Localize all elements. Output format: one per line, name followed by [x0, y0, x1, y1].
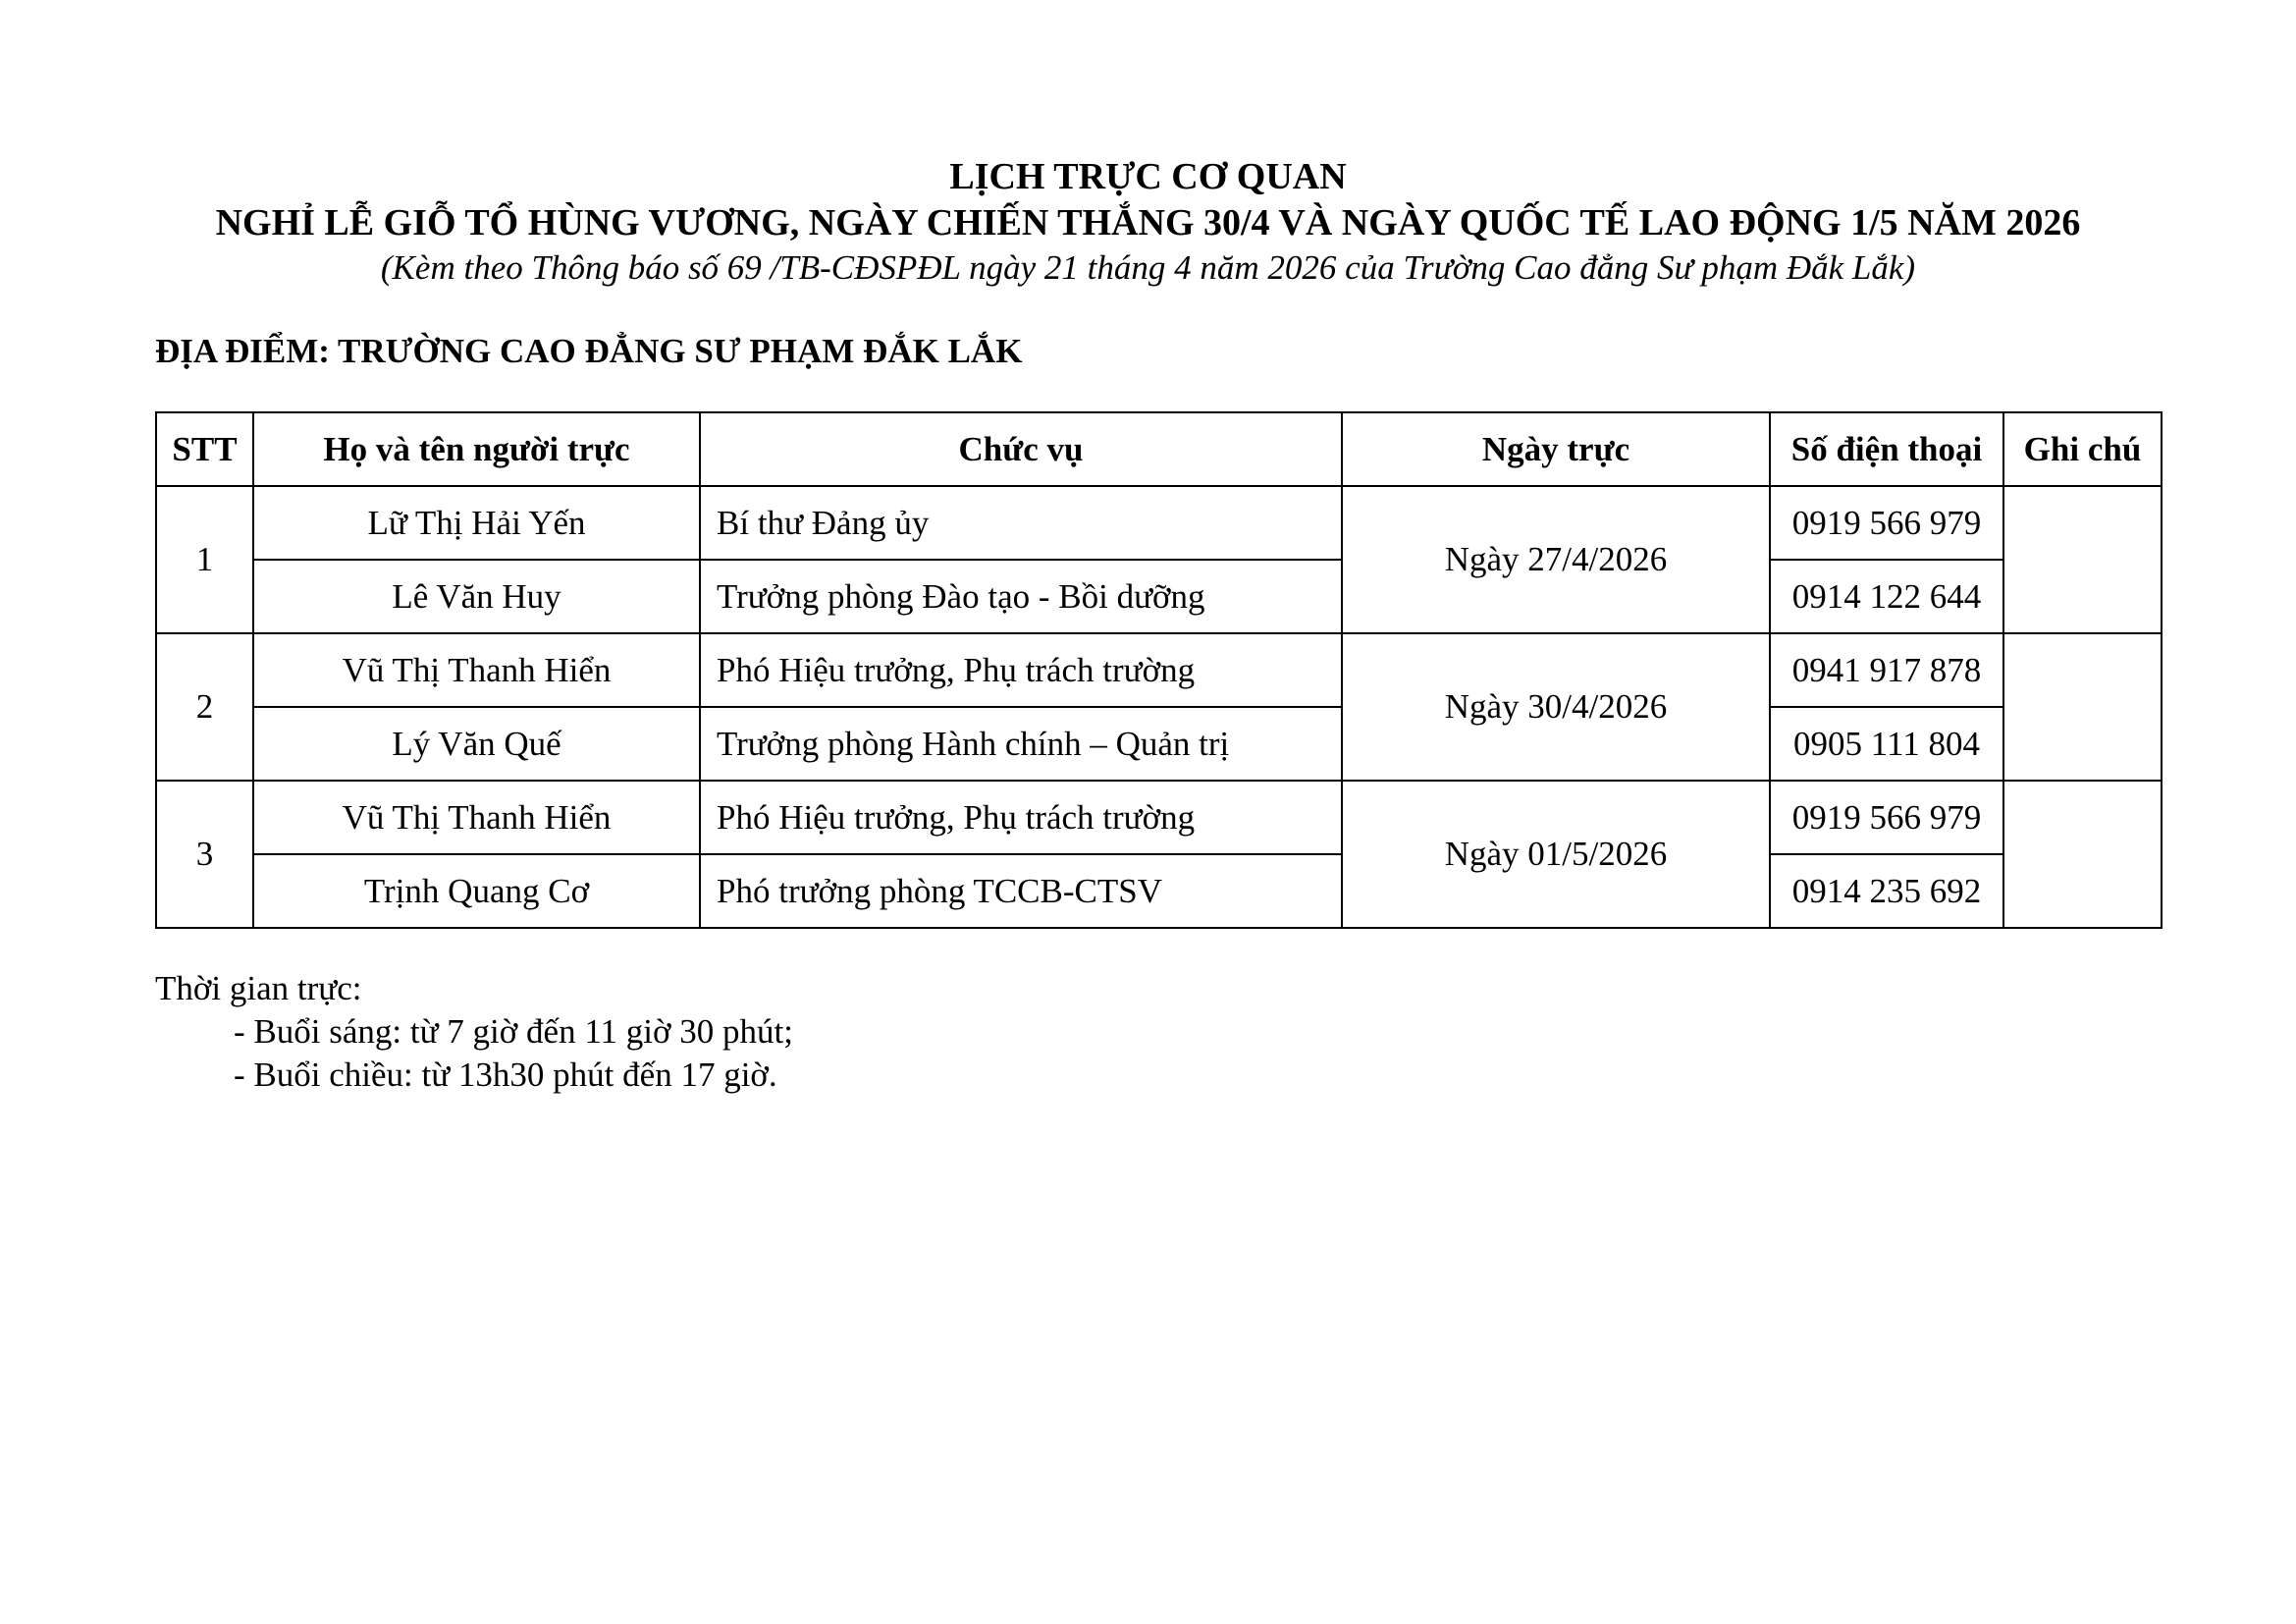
document-subject: NGHỈ LỄ GIỖ TỔ HÙNG VƯƠNG, NGÀY CHIẾN THẮNG 30/4 VÀ NGÀY QUỐC TẾ LAO ĐỘNG 1/5 NĂM 2026 [215, 202, 2081, 244]
header-phone: Số điện thoại [1770, 412, 2003, 486]
header-stt: STT [156, 412, 253, 486]
header-date: Ngày trực [1342, 412, 1770, 486]
phone-cell: 0941 917 878 [1770, 633, 2003, 707]
name-cell: Lý Văn Quế [253, 707, 700, 781]
position-cell: Phó Hiệu trưởng, Phụ trách trường [700, 781, 1342, 854]
document-reference: (Kèm theo Thông báo số 69 /TB-CĐSPĐL ngày 21 tháng 4 năm 2026 của Trường Cao đẳng Sư phạm Đắk Lắk) [380, 248, 1916, 287]
phone-cell: 0919 566 979 [1770, 486, 2003, 560]
name-cell: Trịnh Quang Cơ [253, 854, 700, 928]
note-cell [2003, 486, 2162, 633]
duty-schedule-table [155, 411, 2163, 929]
header-name: Họ và tên người trực [253, 412, 700, 486]
date-cell: Ngày 27/4/2026 [1342, 486, 1770, 633]
name-cell: Vũ Thị Thanh Hiển [253, 633, 700, 707]
table-row [156, 707, 2162, 781]
morning-hours: - Buổi sáng: từ 7 giờ đến 11 giờ 30 phút; [234, 1012, 793, 1051]
name-cell: Lê Văn Huy [253, 560, 700, 633]
phone-cell: 0919 566 979 [1770, 781, 2003, 854]
afternoon-hours: - Buổi chiều: từ 13h30 phút đến 17 giờ. [234, 1056, 777, 1094]
phone-cell: 0905 111 804 [1770, 707, 2003, 781]
name-cell: Vũ Thị Thanh Hiển [253, 781, 700, 854]
table-header-row [156, 412, 2162, 486]
phone-cell: 0914 122 644 [1770, 560, 2003, 633]
phone-cell: 0914 235 692 [1770, 854, 2003, 928]
header-position: Chức vụ [700, 412, 1342, 486]
position-cell: Trưởng phòng Đào tạo - Bồi dưỡng [700, 560, 1342, 633]
note-cell [2003, 633, 2162, 781]
location-heading: ĐỊA ĐIỂM: TRƯỜNG CAO ĐẲNG SƯ PHẠM ĐẮK LẮK [155, 332, 1023, 370]
table-row [156, 486, 2162, 560]
name-cell: Lữ Thị Hải Yến [253, 486, 700, 560]
duty-hours-notes [155, 967, 793, 1097]
document-title: LỊCH TRỰC CƠ QUAN [949, 156, 1347, 197]
header-note: Ghi chú [2003, 412, 2162, 486]
notes-heading: Thời gian trực: [155, 969, 362, 1007]
date-cell: Ngày 30/4/2026 [1342, 633, 1770, 781]
position-cell: Trưởng phòng Hành chính – Quản trị [700, 707, 1342, 781]
position-cell: Phó trưởng phòng TCCB-CTSV [700, 854, 1342, 928]
date-cell: Ngày 01/5/2026 [1342, 781, 1770, 928]
stt-cell: 3 [156, 781, 253, 928]
note-cell [2003, 781, 2162, 928]
position-cell: Phó Hiệu trưởng, Phụ trách trường [700, 633, 1342, 707]
table-row [156, 854, 2162, 928]
stt-cell: 2 [156, 633, 253, 781]
position-cell: Bí thư Đảng ủy [700, 486, 1342, 560]
table-row [156, 560, 2162, 633]
table-row [156, 633, 2162, 707]
table-row [156, 781, 2162, 854]
stt-cell: 1 [156, 486, 253, 633]
